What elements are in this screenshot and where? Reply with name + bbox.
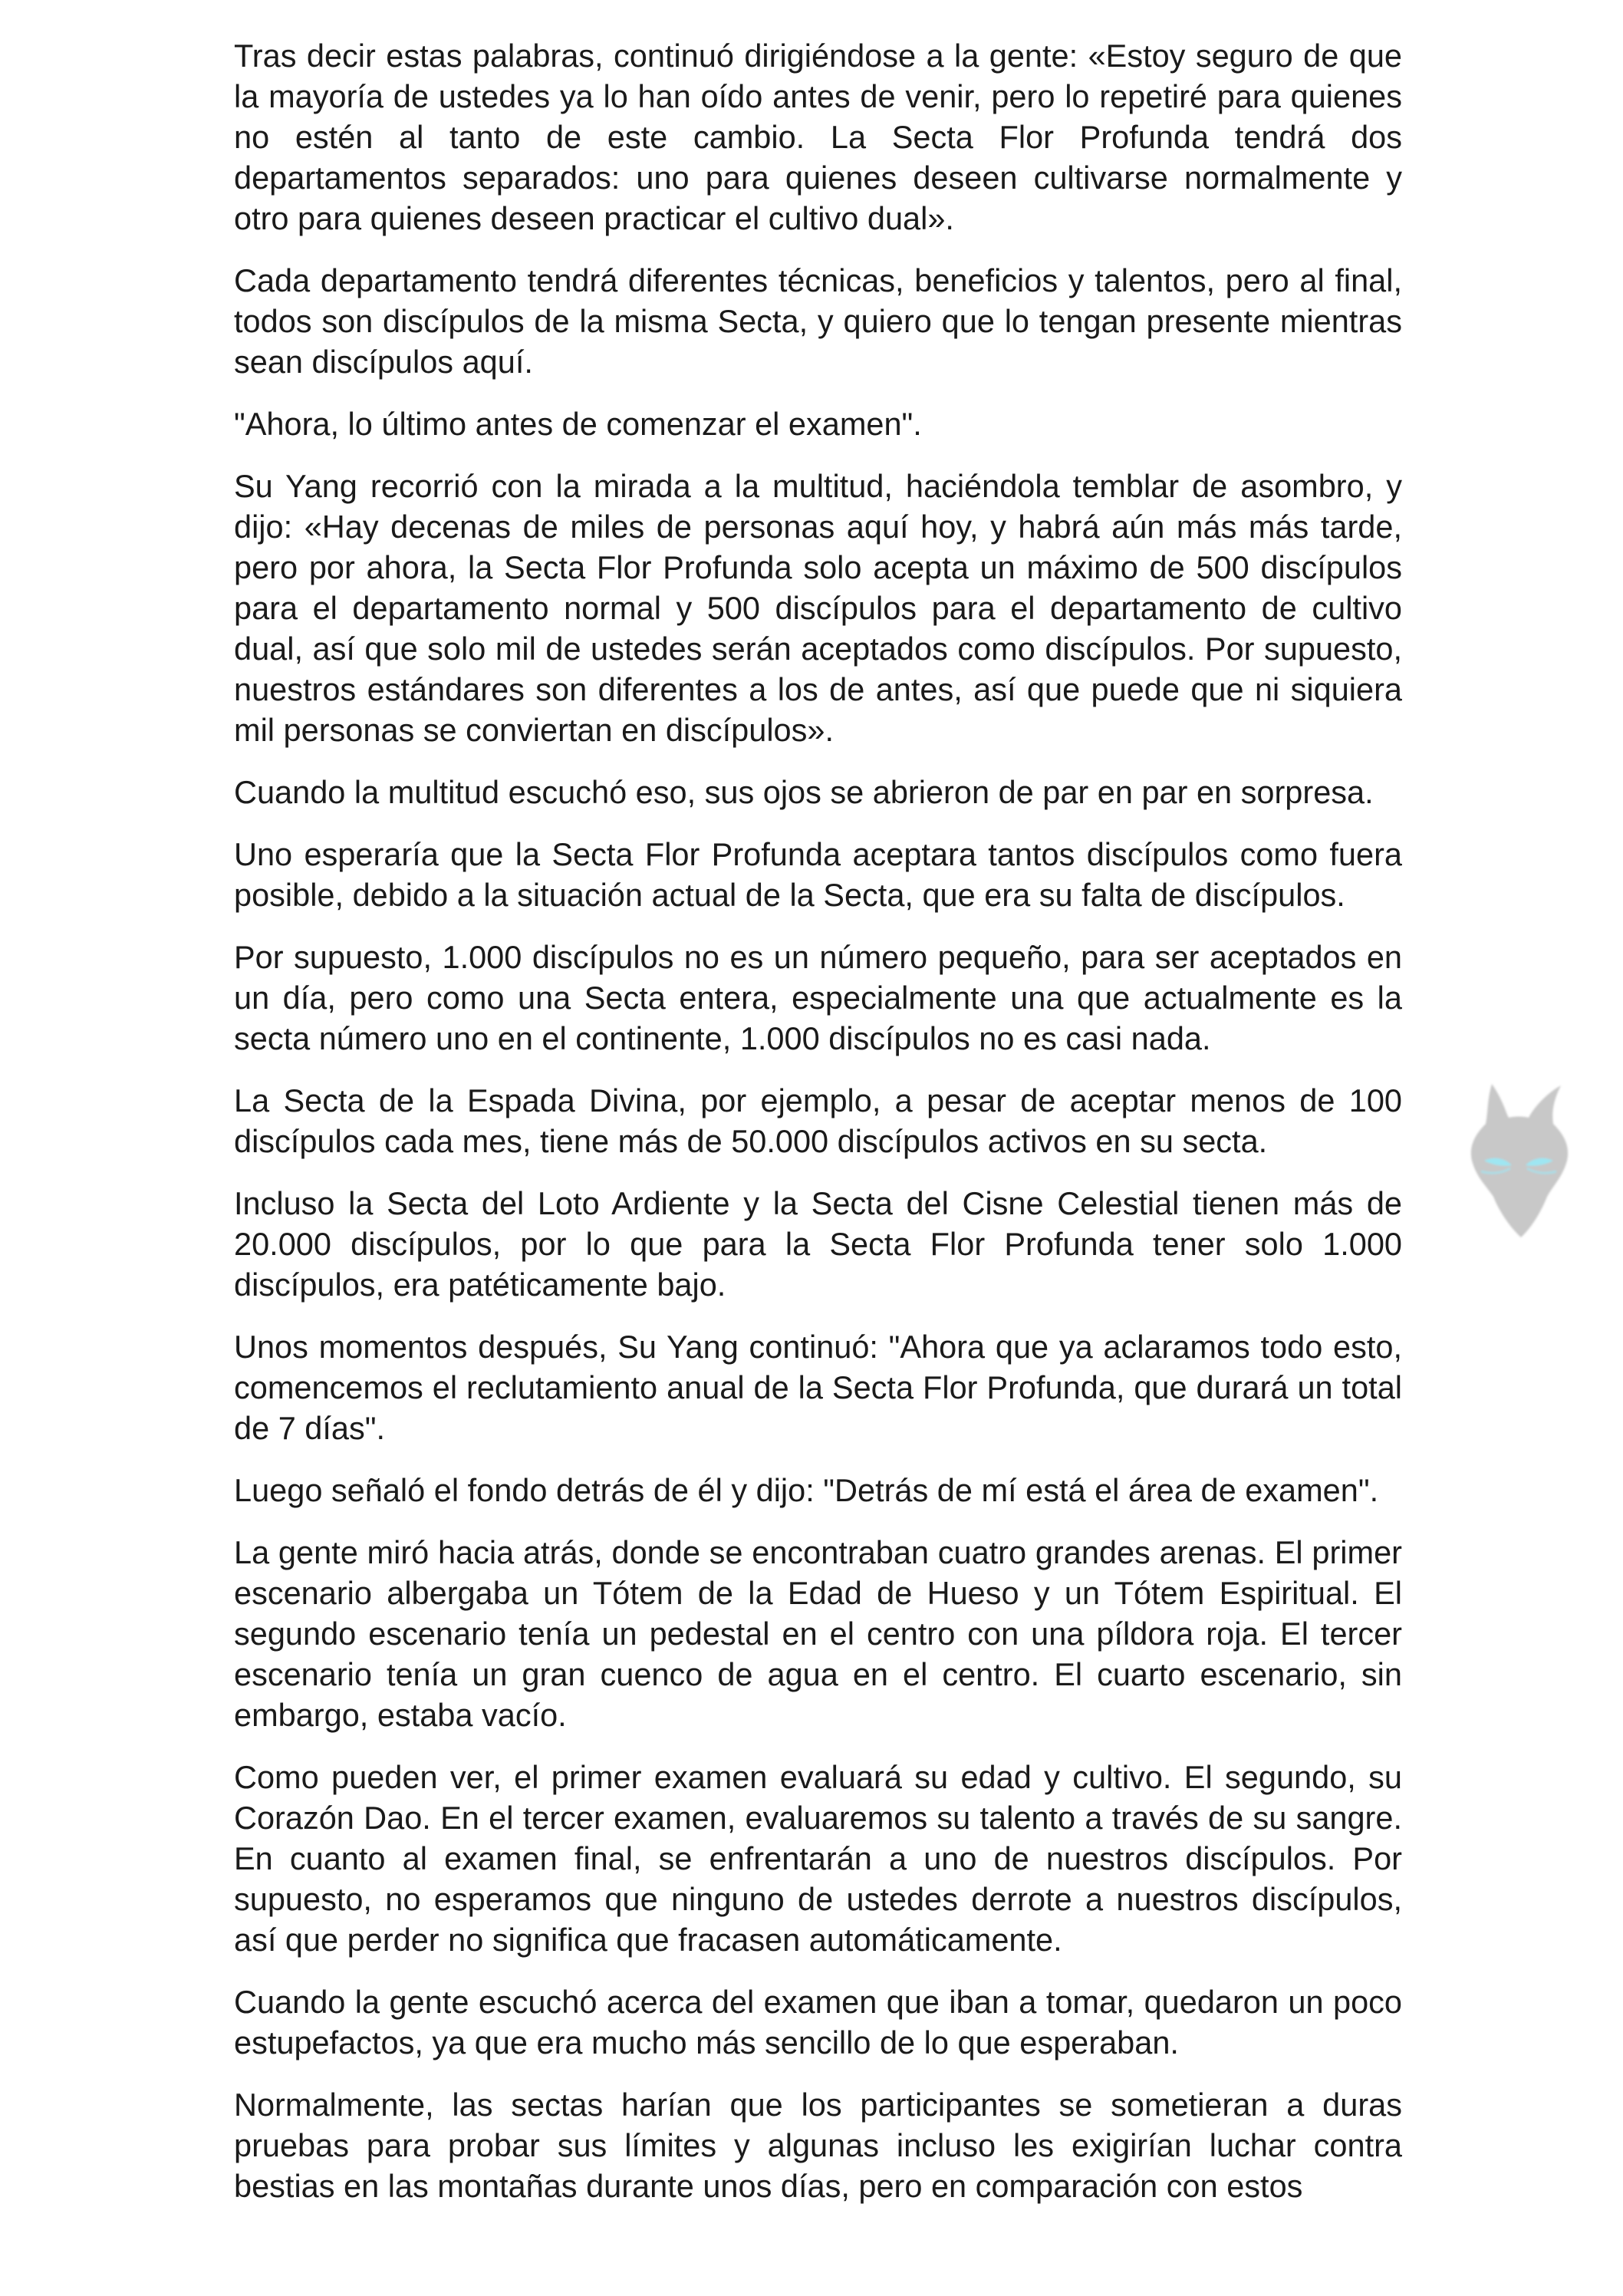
- paragraph: La Secta de la Espada Divina, por ejemplo, a pesar de aceptar menos de 100 discípulos cada mes, tiene más de 50.000 discípulos activos en su secta.: [234, 1082, 1402, 1159]
- paragraph: Cuando la gente escuchó acerca del examen que iban a tomar, quedaron un poco estupefactos, ya que era mucho más sencillo de lo que esperaban.: [234, 1984, 1402, 2060]
- paragraph: Su Yang recorrió con la mirada a la multitud, haciéndola temblar de asombro, y dijo: «Hay decenas de miles de personas aquí hoy, y habrá aún más más tarde, pero por ahora, la Secta Flor Profunda solo acepta un máximo de 500 discípulos para el departamento normal y 500 discípulos para el departamento de cultivo dual, así que solo mil de ustedes serán aceptados como discípulos. Por supuesto, nuestros estándares son diferentes a los de antes, así que puede que ni siquiera mil personas se conviertan en discípulos».: [234, 468, 1402, 748]
- paragraph: Unos momentos después, Su Yang continuó: "Ahora que ya aclaramos todo esto, comencemos el reclutamiento anual de la Secta Flor Profunda, que durará un total de 7 días".: [234, 1329, 1402, 1446]
- paragraph: Tras decir estas palabras, continuó dirigiéndose a la gente: «Estoy seguro de que la mayoría de ustedes ya lo han oído antes de venir, pero lo repetiré para quienes no estén al tanto de este cambio. La Secta Flor Profunda tendrá dos departamentos separados: uno para quienes deseen cultivarse normalmente y otro para quienes deseen practicar el cultivo dual».: [234, 38, 1402, 236]
- paragraph: Cuando la multitud escuchó eso, sus ojos se abrieron de par en par en sorpresa.: [234, 774, 1374, 810]
- paragraph: Normalmente, las sectas harían que los participantes se sometieran a duras pruebas para probar sus límites y algunas incluso les exigirían luchar contra bestias en las montañas durante unos días, pero en comparación con estos: [234, 2087, 1402, 2204]
- paragraph: Incluso la Secta del Loto Ardiente y la Secta del Cisne Celestial tienen más de 20.000 discípulos, por lo que para la Secta Flor Profunda tener solo 1.000 discípulos, era patéticamente bajo.: [234, 1185, 1402, 1303]
- demon-head-icon: [1461, 1070, 1576, 1254]
- paragraph: Luego señaló el fondo detrás de él y dijo: "Detrás de mí está el área de examen".: [234, 1472, 1379, 1508]
- paragraph: Como pueden ver, el primer examen evaluará su edad y cultivo. El segundo, su Corazón Dao. En el tercer examen, evaluaremos su talento a través de su sangre. En cuanto al examen final, se enfrentarán a uno de nuestros discípulos. Por supuesto, no esperamos que ninguno de ustedes derrote a nuestros discípulos, así que perder no significa que fracasen automáticamente.: [234, 1759, 1402, 1958]
- paragraph: Por supuesto, 1.000 discípulos no es un número pequeño, para ser aceptados en un día, pero como una Secta entera, especialmente una que actualmente es la secta número uno en el continente, 1.000 discípulos no es casi nada.: [234, 939, 1402, 1056]
- paragraph: Uno esperaría que la Secta Flor Profunda aceptara tantos discípulos como fuera posible, debido a la situación actual de la Secta, que era su falta de discípulos.: [234, 836, 1402, 913]
- paragraph: "Ahora, lo último antes de comenzar el examen".: [234, 406, 922, 442]
- paragraph: La gente miró hacia atrás, donde se encontraban cuatro grandes arenas. El primer escenario albergaba un Tótem de la Edad de Hueso y un Tótem Espiritual. El segundo escenario tenía un pedestal en el centro con una píldora roja. El tercer escenario tenía un gran cuenco de agua en el centro. El cuarto escenario, sin embargo, estaba vacío.: [234, 1534, 1402, 1733]
- document-body: [234, 35, 1402, 2228]
- paragraph: Cada departamento tendrá diferentes técnicas, beneficios y talentos, pero al final, todos son discípulos de la misma Secta, y quiero que lo tengan presente mientras sean discípulos aquí.: [234, 262, 1402, 380]
